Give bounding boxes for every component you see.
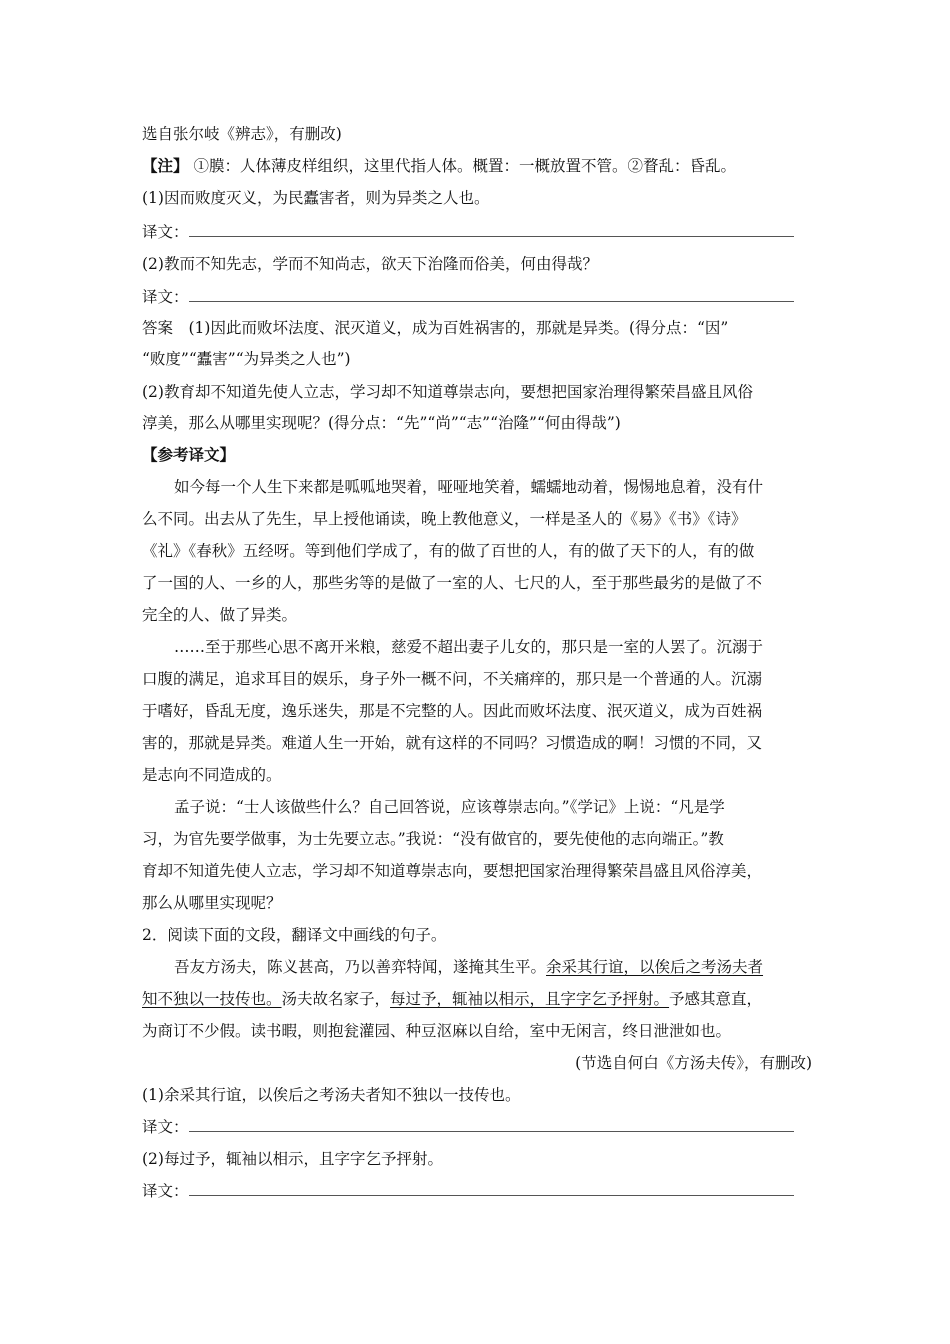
answer-label: 译文： (142, 288, 189, 306)
paragraph-line: 育却不知道先使人立志，学习却不知道尊崇志向，要想把国家治理得繁荣昌盛且风俗淳美， (142, 862, 763, 880)
paragraph-line: 孟子说：“士人该做些什么？自己回答说，应该尊崇志向。”《学记》上说：“凡是学 (174, 798, 725, 816)
answer-line-4: 淳美，那么从哪里实现呢？(得分点：“先”“尚”“志”“治隆”“何由得哉”) (142, 414, 621, 432)
paragraph-line: 口腹的满足，追求耳目的娱乐，身子外一概不问，不关痛痒的，那只是一个普通的人。沉溺 (142, 670, 763, 688)
passage-line (174, 957, 822, 977)
answer-label: 译文： (142, 223, 189, 241)
answer-blank[interactable] (189, 1181, 794, 1196)
passage-text: 吾友方汤夫，陈义甚高，乃以善弈特闻，遂掩其生平。 (174, 958, 547, 976)
paragraph-line: 么不同。出去从了先生，早上授他诵读，晚上教他意义，一样是圣人的《易》《书》《诗》 (142, 510, 747, 528)
source-line: 选自张尔岐《辨志》，有删改) (142, 125, 342, 143)
reference-heading: 【参考译文】 (142, 445, 236, 464)
answer-label: 译文： (142, 1118, 189, 1136)
passage-line (142, 989, 822, 1009)
paragraph-line: 习，为官先要学做事，为士先要立志。”我说：“没有做官的，要先使他的志向端正。”教 (142, 830, 724, 848)
question-1-answer-line (142, 222, 822, 242)
answer-line-2: “败度”“蠹害”“为异类之人也”) (142, 350, 351, 368)
paragraph-line: 那么从哪里实现呢？ (142, 894, 282, 912)
answer-blank[interactable] (189, 222, 794, 237)
paragraph-line: 《礼》《春秋》五经呀。等到他们学成了，有的做了百世的人，有的做了天下的人，有的做 (142, 542, 755, 560)
paragraph-line: 完全的人、做了异类。 (142, 606, 298, 624)
answer-line-1: 答案 (1)因此而败坏法度、泯灭道义，成为百姓祸害的，那就是异类。(得分点：“因” (142, 319, 729, 337)
section-2-question-2-answer-line (142, 1181, 822, 1201)
answer-blank[interactable] (189, 287, 794, 302)
paragraph-line: ……至于那些心思不离开米粮，慈爱不超出妻子儿女的，那只是一室的人罢了。沉溺于 (174, 638, 764, 656)
underlined-sentence: 知不独以一技传也。 (142, 990, 282, 1008)
note-label: 【注】 (142, 156, 189, 175)
paragraph-line: 如今每一个人生下来都是呱呱地哭着，哑哑地笑着，蠕蠕地动着，惕惕地息着，没有什 (174, 478, 764, 496)
passage-text: 汤夫故名家子， (281, 990, 391, 1008)
paragraph-line: 是志向不同造成的。 (142, 766, 282, 784)
paragraph-line: 害的，那就是异类。难道人生一开始，就有这样的不同吗？习惯造成的啊！习惯的不同，又 (142, 734, 763, 752)
question-1-prompt: (1)因而败度灭义，为民蠹害者，则为异类之人也。 (142, 189, 490, 207)
section-2-question-1-answer-line (142, 1117, 822, 1137)
question-2-prompt: (2)教而不知先志，学而不知尚志，欲天下治隆而俗美，何由得哉？ (142, 255, 598, 273)
section-2-title: 2．阅读下面的文段，翻译文中画线的句子。 (142, 926, 447, 944)
passage-line: 为商订不少假。读书暇，则抱瓮灌园、种豆沤麻以自给，室中无闲言，终日泄泄如也。 (142, 1022, 732, 1040)
answer-label: 译文： (142, 1182, 189, 1200)
question-2-answer-line (142, 287, 822, 307)
section-2-question-1-prompt: (1)余采其行谊，以俟后之考汤夫者知不独以一技传也。 (142, 1086, 521, 1104)
underlined-sentence: 每过予，辄袖以相示，且字字乞予抨射。 (390, 990, 670, 1008)
section-2-question-2-prompt: (2)每过予，辄袖以相示，且字字乞予抨射。 (142, 1150, 443, 1168)
paragraph-line: 于嗜好，昏乱无度，逸乐迷失，那是不完整的人。因此而败坏法度、泯灭道义，成为百姓祸 (142, 702, 763, 720)
answer-blank[interactable] (189, 1117, 794, 1132)
note-line (142, 156, 822, 176)
passage-text: 予感其意直， (669, 990, 763, 1008)
citation: (节选自何白《方汤夫传》，有删改) (575, 1054, 812, 1072)
paragraph-line: 了一国的人、一乡的人，那些劣等的是做了一室的人、七尺的人，至于那些最劣的是做了不 (142, 574, 763, 592)
underlined-sentence: 余采其行谊，以俟后之考汤夫者 (546, 958, 764, 976)
note-text: ①膜：人体薄皮样组织，这里代指人体。概置：一概放置不管。②瞀乱：昏乱。 (193, 157, 736, 175)
answer-line-3: (2)教育却不知道先使人立志，学习却不知道尊崇志向，要想把国家治理得繁荣昌盛且风俗 (142, 383, 753, 401)
